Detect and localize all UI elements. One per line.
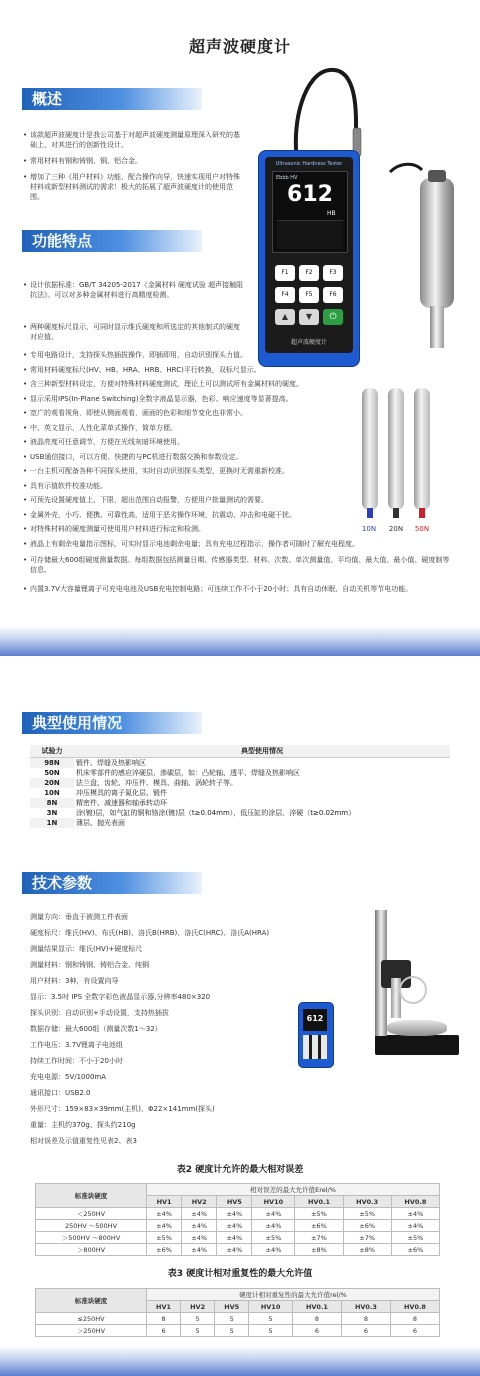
probe-main xyxy=(420,178,454,308)
bullet-icon: • xyxy=(23,409,28,417)
feature-item: • 两种硬度标尺显示，可同时显示维氏硬度和所选定的其他制式的硬度对应值。 xyxy=(23,323,240,341)
key-down-icon[interactable]: ▼ xyxy=(299,309,319,325)
small-device-reading: 612 xyxy=(306,1014,324,1023)
device-key-f6[interactable]: F6 xyxy=(323,287,343,303)
table2-cell: ±4% xyxy=(217,1244,252,1256)
spec-item: 测量材料：钢和铸钢、铸铝合金、纯铜 xyxy=(30,961,149,969)
table2-cell: ±7% xyxy=(343,1232,391,1244)
spec-item: 硬度标尺：维氏(HV)、布氏(HB)、洛氏B(HRB)、洛氏C(HRC)、洛氏A(HRA) xyxy=(30,929,270,937)
device-mode: Ebbb HV xyxy=(276,175,298,181)
spec-item: 外形尺寸：159×83×39mm(主机)、Φ22×141mm(探头) xyxy=(30,1105,215,1113)
device-reading: 612 xyxy=(287,182,333,207)
table3-cell: 5 xyxy=(181,1313,215,1325)
table2-cell: ±4% xyxy=(147,1220,182,1232)
probe-10n-tip xyxy=(367,508,373,518)
bottom-wave xyxy=(0,1346,480,1376)
table3-label: ＞250HV xyxy=(36,1325,147,1337)
usage-header-row xyxy=(30,745,450,758)
table2-cell: ±4% xyxy=(182,1208,217,1220)
spec-item: 通讯接口：USB2.0 xyxy=(30,1089,91,1097)
table-row xyxy=(30,798,450,808)
bullet-icon: • xyxy=(23,511,28,519)
device-front-panel xyxy=(265,157,353,353)
feature-item: • 金属外壳，小巧、便携、可靠性高，适用于恶劣操作环境，抗震动、冲击和电磁干扰。 xyxy=(23,511,296,519)
feature-item: • 常用材料硬度标尺(HV、HB、HRA、HRB、HRC)平行转换，双标尺显示。 xyxy=(23,366,261,374)
table2-cell: ±4% xyxy=(217,1208,252,1220)
device-key-f3[interactable]: F3 xyxy=(323,265,343,281)
table2-col: HV1 xyxy=(147,1196,182,1208)
table2-cell: ±4% xyxy=(182,1220,217,1232)
table-row xyxy=(30,758,450,769)
table2-cell: ±4% xyxy=(391,1208,439,1220)
overview-heading-bar xyxy=(22,88,202,110)
stand-lever-icon[interactable] xyxy=(399,976,427,1004)
table-row xyxy=(36,1208,440,1220)
bullet-icon: • xyxy=(23,157,28,165)
divider-wave xyxy=(0,626,480,656)
table2-col: HV0.8 xyxy=(391,1196,439,1208)
overview-item: • 增加了三种《用户材料》功能，配合操作向导，快速实现用户对特殊材料或新型材料测试的需求！极大的拓展了超声波硬度计的使用范围。 xyxy=(23,173,240,201)
table2-cell: ±4% xyxy=(182,1232,217,1244)
usage-desc: 薄层、抛光表面 xyxy=(76,819,125,827)
table3 xyxy=(35,1288,440,1337)
table3-cell: 6 xyxy=(147,1325,181,1337)
bullet-icon: • xyxy=(23,585,28,593)
table2-col: HV2 xyxy=(182,1196,217,1208)
table3-col: HV1 xyxy=(147,1301,181,1313)
spec-item: 探头识别：自动识别+手动设置，支持热插拔 xyxy=(30,1009,169,1017)
device-stats-panel xyxy=(277,220,343,249)
probe-label-50n: 50N xyxy=(414,525,430,533)
device-key-f1[interactable]: F1 xyxy=(275,265,295,281)
panel-gap xyxy=(0,656,480,678)
table-row xyxy=(36,1244,440,1256)
probe-50n-tip xyxy=(419,508,425,518)
table2-cell: ±4% xyxy=(252,1244,295,1256)
spec-item: 充电电源：5V/1000mA xyxy=(30,1073,107,1081)
table3-rowhead: 标准块硬度 xyxy=(36,1289,147,1313)
small-device-keypad xyxy=(303,1035,327,1059)
feature-item: • 专用电路设计，支持探头热插拔操作，即插即用，自动识别探头力值。 xyxy=(23,351,247,359)
probe-tip xyxy=(430,306,444,348)
table-row xyxy=(30,808,450,818)
table3-col: HV0.3 xyxy=(341,1301,390,1313)
table2-label: ＜250HV xyxy=(36,1208,147,1220)
table-row xyxy=(30,788,450,798)
feature-item: • 可存储最大600组硬度测量数据。每组数据包括测量日期、传感器类型、材料、次数、单次测量值、平均值、最大值、最小值、硬度制等信息。 xyxy=(23,556,450,574)
bullet-icon: • xyxy=(23,424,28,432)
table3-caption: 表3 硬度计相对重复性的最大允许值 xyxy=(167,1269,313,1279)
table2-col: HV0.1 xyxy=(295,1196,343,1208)
table2-cell: ±8% xyxy=(295,1244,343,1256)
device-key-f4[interactable]: F4 xyxy=(275,287,295,303)
usage-desc: 冲压模具的离子氮化层、锻件 xyxy=(76,789,167,797)
table3-cell: 5 xyxy=(249,1313,293,1325)
spec-item: 相对误差及示值重复性见表2、表3 xyxy=(30,1137,137,1145)
specs-heading-bar xyxy=(22,872,202,894)
usage-force: 8N xyxy=(30,798,74,808)
table3-cell: 5 xyxy=(181,1325,215,1337)
table2-cell: ±4% xyxy=(252,1220,295,1232)
table2-cell: ±6% xyxy=(391,1244,439,1256)
table2-label: ＞500HV ～800HV xyxy=(36,1232,147,1244)
feature-item: • 一台主机可配备各种不同探头使用，实时自动识别探头类型，更换时无需重新校准。 xyxy=(23,467,289,475)
table2-cell: ±4% xyxy=(182,1244,217,1256)
table2-col: HV5 xyxy=(217,1196,252,1208)
table2-cell: ±5% xyxy=(343,1208,391,1220)
bullet-icon: • xyxy=(23,556,28,564)
table2-label: ＞800HV xyxy=(36,1244,147,1256)
features-heading-bar xyxy=(22,230,202,252)
table3-col: HV5 xyxy=(215,1301,249,1313)
spec-item: 数据存储：最大600组（测量次数1～32） xyxy=(30,1025,162,1033)
table3-cell: 6 xyxy=(390,1325,439,1337)
table2-cell: ±4% xyxy=(217,1232,252,1244)
table3-col: HV0.8 xyxy=(390,1301,439,1313)
bullet-icon: • xyxy=(23,467,28,475)
usage-force: 20N xyxy=(30,778,74,788)
table2-col: HV10 xyxy=(252,1196,295,1208)
specs-heading: 技术参数 xyxy=(32,874,93,892)
device-model-label: 超声波硬度计 xyxy=(290,339,327,346)
table3-group: 硬度计相对重复性的最大允许值rel/% xyxy=(147,1289,440,1301)
usage-force: 98N xyxy=(30,758,74,769)
table2-cell: ±4% xyxy=(147,1208,182,1220)
table2-cell: ±5% xyxy=(391,1232,439,1244)
table2-label: 250HV ～500HV xyxy=(36,1220,147,1232)
usage-desc: 锻件、焊缝及热影响区 xyxy=(76,759,146,767)
feature-item: • 液晶上有剩余电量指示图标，可实时显示电池剩余电量；具有充电过程指示，操作者可随时了解充电程度。 xyxy=(23,540,359,548)
feature-item: • 可预先设置硬度值上、下限，超出范围自动报警，方便用户批量测试的需要。 xyxy=(23,496,268,504)
table3-cell: 8 xyxy=(292,1313,341,1325)
table3-label: ≤250HV xyxy=(36,1313,147,1325)
probe-50n xyxy=(414,388,430,510)
table2-col: HV0.3 xyxy=(343,1196,391,1208)
device-brand: Ultrasonic Hardness Tester xyxy=(275,161,343,167)
bullet-icon: • xyxy=(23,323,28,331)
table-row xyxy=(30,778,450,788)
usage-col-force: 试验力 xyxy=(30,745,74,758)
device-body xyxy=(258,150,360,367)
table3-cell: 5 xyxy=(215,1325,249,1337)
usage-desc: 精密件、减速器和轴承转动环 xyxy=(76,799,167,807)
table2-caption: 表2 硬度计允许的最大相对误差 xyxy=(176,1165,304,1175)
table-row xyxy=(36,1220,440,1232)
page-title: 超声波硬度计 xyxy=(188,37,291,56)
usage-force: 10N xyxy=(44,789,60,797)
probe-20n xyxy=(388,388,404,510)
bullet-icon: • xyxy=(23,496,28,504)
usage-col-use: 典型使用情况 xyxy=(74,745,450,758)
table-row xyxy=(36,1313,440,1325)
probe-label-20n: 20N xyxy=(388,525,404,533)
feature-item: • 对特殊材料的硬度测量可使用用户材料进行标定和检测。 xyxy=(23,525,205,533)
feature-item: • 含三种新型材料设定，方便对特殊材料硬度测试，理论上可以测试所有金属材料的硬度。 xyxy=(23,380,303,388)
bullet-icon: • xyxy=(23,438,28,446)
usage-force: 50N xyxy=(44,769,60,777)
small-device-screen xyxy=(303,1009,327,1031)
table2-cell: ±4% xyxy=(252,1208,295,1220)
table2-cell: ±5% xyxy=(295,1208,343,1220)
bullet-icon: • xyxy=(23,131,28,139)
table3-col: HV0.1 xyxy=(292,1301,341,1313)
usage-heading-bar xyxy=(22,712,202,734)
spec-item: 工作电压：3.7V锂离子电池组 xyxy=(30,1041,123,1049)
probe-10n xyxy=(362,388,378,510)
table2-cell: ±5% xyxy=(252,1232,295,1244)
device-screen xyxy=(272,171,348,253)
table3-cell: 8 xyxy=(147,1313,181,1325)
feature-item: • 中、英文显示，人性化菜单式操作，简单方便。 xyxy=(23,424,177,432)
table2-cell: ±6% xyxy=(147,1244,182,1256)
spec-item: 用户材料：3种，有设置向导 xyxy=(30,977,119,985)
table2-cell: ±6% xyxy=(295,1220,343,1232)
table2-cell: ±4% xyxy=(391,1220,439,1232)
feature-item: • USB通信接口，可以方便、快捷的与PC机进行数据交换和参数设定。 xyxy=(23,453,243,461)
table3-col: HV10 xyxy=(249,1301,293,1313)
usage-force: 3N xyxy=(46,809,58,817)
stand-base xyxy=(375,1035,459,1055)
table2-cell: ±5% xyxy=(147,1232,182,1244)
table2-cell: ±6% xyxy=(343,1220,391,1232)
feature-item: • 显示采用IPS(In-Plane Switching)全数字液晶显示器，色彩、响应速度等显著提高。 xyxy=(23,395,293,403)
table-row xyxy=(36,1232,440,1244)
bullet-icon: • xyxy=(23,351,28,359)
test-stand-illustration xyxy=(355,910,465,1060)
usage-force: 1N xyxy=(30,818,74,828)
device-unit: HB xyxy=(327,210,336,217)
bullet-icon: • xyxy=(23,380,28,388)
bullet-icon: • xyxy=(23,366,28,374)
spec-item: 持续工作时间：不小于20小时 xyxy=(30,1057,123,1065)
table2-cell: ±8% xyxy=(343,1244,391,1256)
table3-cell: 5 xyxy=(249,1325,293,1337)
device-key-f5[interactable]: F5 xyxy=(299,287,319,303)
table2 xyxy=(35,1183,440,1256)
key-up-icon[interactable]: ▲ xyxy=(275,309,295,325)
probe-connector xyxy=(428,170,446,182)
table2-group: 相对误差的最大允许值Erel/% xyxy=(147,1184,440,1196)
table-row xyxy=(36,1325,440,1337)
table3-cell: 6 xyxy=(341,1325,390,1337)
table3-cell: 8 xyxy=(390,1313,439,1325)
table-row xyxy=(30,768,450,778)
stand-anvil xyxy=(387,1020,447,1036)
spec-item: 显示：3.5吋 IPS 全数字彩色液晶显示器,分辨率480×320 xyxy=(30,993,211,1001)
bullet-icon: • xyxy=(23,525,28,533)
table3-col: HV2 xyxy=(181,1301,215,1313)
overview-heading: 概述 xyxy=(32,90,63,108)
feature-item: • 宽广的观看视角，即使从侧面观看，画面的色彩和细节变化也非常小。 xyxy=(23,409,247,417)
usage-desc: 涂(镀)层，如气缸的铜和铬涂(镀)层（t≥0.04mm），低压缸的涂层、淬硬（t≥0.02mm） xyxy=(76,809,356,817)
table-row xyxy=(30,818,450,828)
feature-item: • 设计依据标准：GB/T 34205-2017《金属材料 硬度试验 超声接触阻抗法》。可以对多种金属材料进行高精度检测。 xyxy=(23,281,244,299)
probe-label-10n: 10N xyxy=(361,525,377,533)
overview-item: • 常用材料有钢和铸钢、铜、铝合金。 xyxy=(23,157,142,165)
features-heading: 功能特点 xyxy=(32,232,93,250)
table2-cell: ±4% xyxy=(217,1220,252,1232)
table3-cell: 6 xyxy=(292,1325,341,1337)
bullet-icon: • xyxy=(23,173,28,181)
power-icon[interactable]: ⏻ xyxy=(323,309,343,325)
feature-item: • 具有示值软件校准功能。 xyxy=(23,482,107,490)
usage-heading: 典型使用情况 xyxy=(32,714,123,732)
device-key-f2[interactable]: F2 xyxy=(299,265,319,281)
bullet-icon: • xyxy=(23,281,28,289)
table3-cell: 8 xyxy=(341,1313,390,1325)
probe-20n-tip xyxy=(393,508,399,518)
table3-cell: 5 xyxy=(215,1313,249,1325)
overview-item: • 该款超声波硬度计是我公司基于对超声波硬度测量原理深入研究的基础上，对其进行的创新性设计。 xyxy=(23,131,240,149)
table2-rowhead: 标准块硬度 xyxy=(36,1184,147,1208)
feature-item: • 内置3.7V大容量锂离子可充电电池及USB充电控制电路；可连续工作不小于20小时；具有自动休眠、自动关机等节电功能。 xyxy=(23,585,413,593)
bullet-icon: • xyxy=(23,395,28,403)
spec-item: 测量方向：垂直于被测工件表面 xyxy=(30,913,128,921)
bullet-icon: • xyxy=(23,482,28,490)
spec-item: 测量结果显示：维氏(HV)+硬度标尺 xyxy=(30,945,143,953)
spec-item: 重量：主机约370g、探头约210g xyxy=(30,1121,136,1129)
bullet-icon: • xyxy=(23,453,28,461)
usage-table xyxy=(30,745,450,828)
small-device-body xyxy=(298,1002,334,1068)
feature-item: • 液晶亮度可任意调节，方便在光线灰暗环境使用。 xyxy=(23,438,184,446)
usage-desc: 法兰盘、齿轮、冲压件、模具、曲轴、涡轮转子等。 xyxy=(76,779,237,787)
bullet-icon: • xyxy=(23,540,28,548)
usage-desc: 机床零部件的感应淬硬层、渗碳层，如：凸轮轴、透平、焊缝及热影响区 xyxy=(76,769,300,777)
table2-cell: ±7% xyxy=(295,1232,343,1244)
